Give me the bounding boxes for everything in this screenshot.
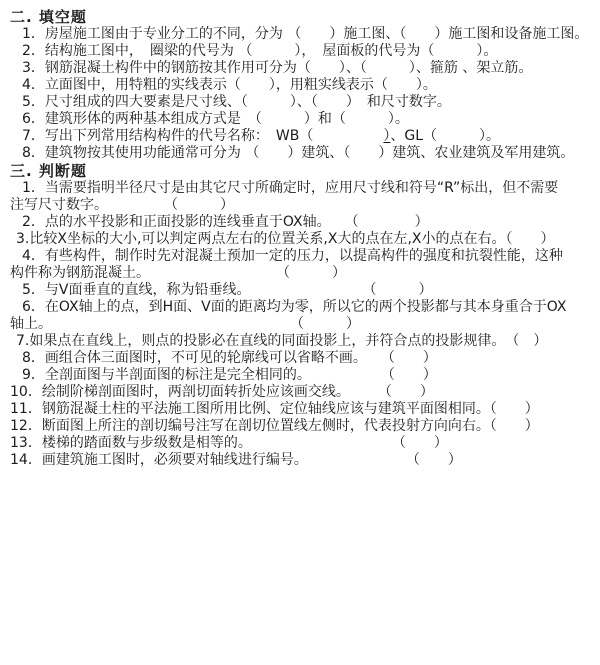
judge-question-2: 2．点的水平投影和正面投影的连线垂直于OX轴。 （ ）: [22, 214, 429, 230]
judge-question-11: 11．钢筋混凝土柱的平法施工图所用比例、定位轴线应该与建筑平面图相同。（ ）: [10, 401, 539, 417]
fill-question-7: [10, 128, 594, 145]
fill-question-1: 1．房屋施工图由于专业分工的不同，分为 （ ）施工图、（ ）施工图和设备施工图。: [22, 26, 589, 42]
judge-question-6-line-1: 6．在OX轴上的点，到H面、V面的距离均为零，所以它的两个投影都与其本身重合于OX: [22, 299, 567, 315]
judge-question-12: 12．断面图上所注的剖切编号注写在剖切位置线左侧时，代表投射方向向右。（ ）: [10, 418, 539, 434]
judge-question-4: [10, 248, 594, 282]
fill-question-6: 6．建筑形体的两种基本组成方式是 （ ）和（ ）。: [22, 111, 409, 127]
fill-question-7-underlined-paren: ）: [383, 128, 391, 144]
judge-question-7: 7.如果点在直线上，则点的投影必在直线的同面投影上，并符合点的投影规律。 （ ）: [16, 333, 548, 349]
fill-question-4: 4．立面图中，用特粗的实线表示（ ），用粗实线表示（ ）。: [22, 77, 437, 93]
judge-question-6-line-2: 轴上。 （ ）: [10, 316, 360, 332]
fill-question-7-tail: 、GL（ ）。: [390, 128, 501, 144]
fill-question-7-lead: 7．写出下列常用结构构件的代号名称： WB（: [22, 128, 384, 144]
judge-question-10: 10．绘制阶梯剖面图时，两剖切面转折处应该画交线。 （ ）: [10, 384, 434, 400]
judge-question-1-line-2: 注写尺寸数字。 （ ）: [10, 197, 234, 213]
fill-question-3: 3．钢筋混凝土构件中的钢筋按其作用可分为（ ）、（ ）、箍筋 、架立筋。: [22, 60, 533, 76]
judge-question-8: 8．画组合体三面图时，不可见的轮廓线可以省略不画。 （ ）: [22, 350, 437, 366]
true-false-section-heading: 三. 判断题: [10, 162, 87, 180]
judge-question-5: 5．与V面垂直的直线，称为铅垂线。 （ ）: [22, 282, 433, 298]
fill-question-2: 2．结构施工图中， 圈梁的代号为 （ ）， 屋面板的代号为（ ）。: [22, 43, 498, 59]
judge-question-4-line-1: 4．有些构件，制作时先对混凝土预加一定的压力，以提高构件的强度和抗裂性能，这种: [22, 248, 563, 264]
judge-question-1-line-1: 1．当需要指明半径尺寸是由其它尺寸所确定时，应用尺寸线和符号“R”标出，但不需要: [22, 180, 559, 196]
fill-question-5: 5．尺寸组成的四大要素是尺寸线、（ ）、（ ） 和尺寸数字。: [22, 94, 451, 110]
judge-question-6: [10, 299, 594, 333]
judge-question-3: 3.比较X坐标的大小,可以判定两点左右的位置关系,X大的点在左,X小的点在右。（ ）: [16, 231, 555, 247]
fill-question-8: 8．建筑物按其使用功能通常可分为 （ ）建筑、（ ）建筑、农业建筑及军用建筑。: [22, 145, 575, 161]
judge-question-4-line-2: 构件称为钢筋混凝土。 （ ）: [10, 265, 346, 281]
judge-question-13: 13．楼梯的踏面数与步级数是相等的。 （ ）: [10, 435, 448, 451]
judge-question-1: [10, 180, 594, 214]
judge-question-9: 9．全剖面图与半剖面图的标注是完全相同的。 （ ）: [22, 367, 437, 383]
fill-in-blank-section-heading: 二. 填空题: [10, 8, 87, 26]
judge-question-14: 14．画建筑施工图时，必须要对轴线进行编号。 （ ）: [10, 452, 462, 468]
